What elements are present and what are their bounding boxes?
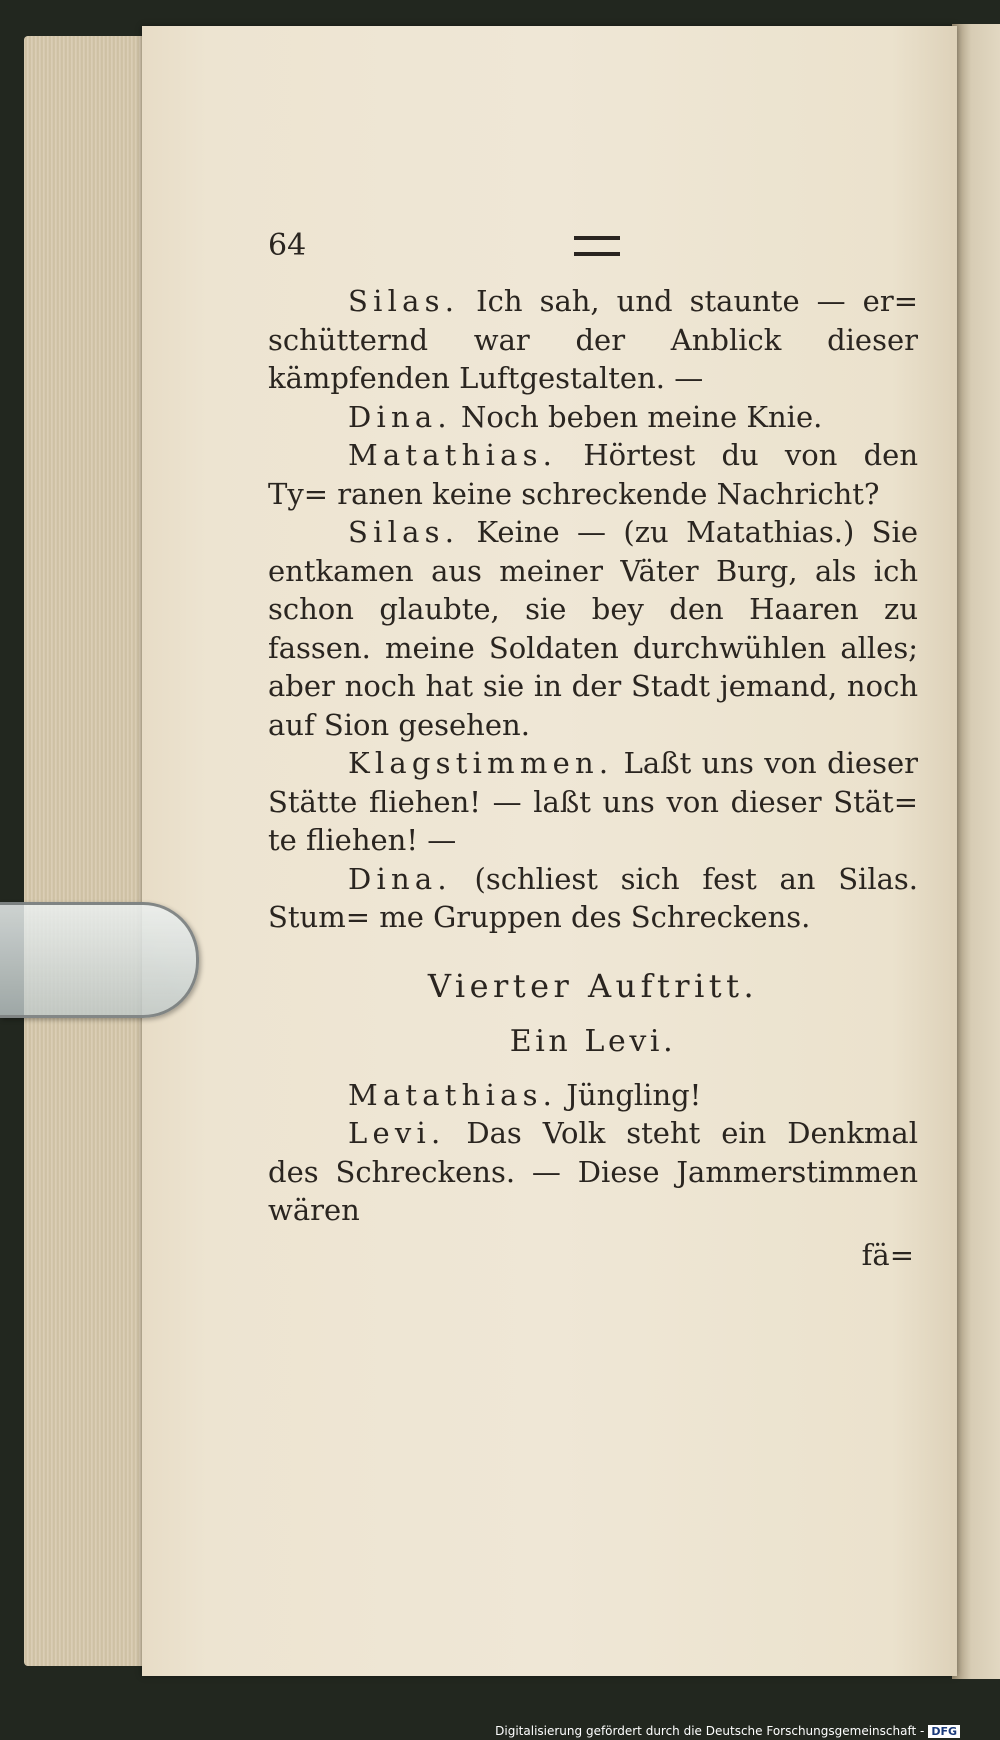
speaker-name: Dina. [348,399,452,434]
dialogue-paragraph [268,436,918,513]
speaker-name: Klagstimmen. [348,746,614,780]
dialogue-text: Noch beben meine Knie. [461,399,823,434]
dialogue-paragraph [268,513,918,744]
dialogue-text: (schliest sich fest an Silas. Stum= me Gruppen des Schreckens. [268,861,918,934]
catchword: fä= [861,1237,914,1272]
dialogue-text: Jüngling! [566,1077,702,1112]
speaker-name: Silas. [348,515,460,549]
bookmark-clip [0,902,199,1018]
dialogue-text: Das Volk steht ein Denkmal des Schreckens. — Diese Jammerstimmen wären [268,1116,919,1227]
header-rule [574,236,620,256]
scene-heading: Vierter Auftritt. [427,966,759,1005]
speaker-name: Levi. [348,1116,446,1150]
speaker-name: Matathias. [348,438,558,472]
speaker-name: Dina. [348,861,452,896]
dialogue-paragraph [268,1076,918,1115]
digitization-credit [495,1724,960,1738]
page-number: 64 [268,228,307,263]
dfg-logo: DFG [928,1725,960,1738]
page-edges [24,36,154,1666]
dialogue-paragraph [268,398,918,437]
next-page-edge [952,24,1000,1679]
speaker-name: Matathias. [348,1077,558,1112]
dialogue-text: Ich sah, und staunte — er= schütternd war der Anblick dieser kämpfenden Luftgestalten. — [268,284,918,395]
scene-subheading: Ein Levi. [509,1024,677,1059]
dialogue-text: Laßt uns von dieser Stätte fliehen! — laßt uns von dieser Stät= te fliehen! — [268,746,918,857]
dialogue-text: Hörtest du von den Ty= ranen keine schreckende Nachricht? [268,438,918,511]
dialogue-paragraph [268,282,918,398]
credit-text: Digitalisierung gefördert durch die Deutsche Forschungsgemeinschaft - [495,1724,925,1738]
dialogue-paragraph [268,1114,918,1230]
speaker-name: Silas. [348,284,460,318]
page-text [268,282,918,1274]
dialogue-paragraph [268,860,918,937]
dialogue-paragraph [268,744,918,860]
dialogue-text: Keine — (zu Matathias.) Sie entkamen aus meiner Väter Burg, als ich schon glaubte, sie bey den Haaren zu fassen. meine Soldaten durchwühlen alles; aber noch hat sie in der Stadt jemand, noch auf Sion gesehen. [268,515,918,742]
